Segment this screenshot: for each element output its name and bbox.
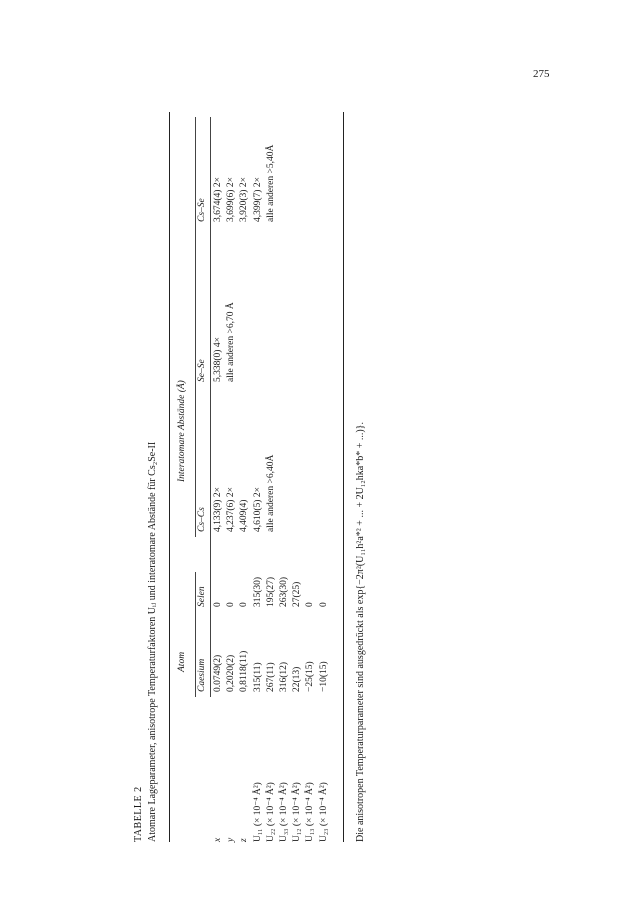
cs-cs-distance: 4,133(9) 2× — [213, 487, 223, 532]
table-footnote: Die anisotropen Temperaturparameter sind ausgedrückt als exp{−2π²(U₁₁h²a*² + ... + 2U₁₂hka*b* + ...)}. — [355, 422, 366, 842]
row-label: x — [213, 837, 223, 842]
header-cs-se: Cs–Se — [197, 198, 207, 222]
row-label: y — [226, 837, 237, 842]
caesium-value: −25(15) — [305, 661, 316, 692]
header-se-se: Se–Se — [197, 359, 207, 382]
cs-cs-distance: 4,409(4) — [239, 499, 250, 532]
row-label: U₃₃ (× 10⁻⁴ Å²) — [279, 782, 289, 842]
selen-value: 0 — [305, 602, 316, 607]
selen-value: 0 — [318, 602, 329, 607]
caesium-value: 315(11) — [252, 662, 263, 692]
distances-header-rule — [195, 117, 196, 537]
atom-header-rule — [195, 572, 196, 697]
cs-se-distance: 4,399(7) 2× — [252, 177, 263, 222]
selen-value: 315(30) — [252, 576, 263, 607]
caesium-value: 0,8118(11) — [239, 650, 250, 692]
caesium-value: 0.0749(2) — [213, 654, 223, 692]
selen-value: 0 — [213, 602, 223, 607]
cs-cs-distance: 4,237(6) 2× — [226, 487, 237, 532]
caesium-value: 22(13) — [292, 666, 303, 692]
caesium-value: 316(12) — [279, 661, 289, 692]
cs-se-distance: 3,674(4) 2× — [213, 177, 223, 222]
column-header-rule — [210, 117, 211, 697]
row-label: z — [239, 838, 250, 842]
table-label: TABELLE 2 — [133, 786, 144, 842]
selen-value: 0 — [226, 602, 237, 607]
row-label: U₂₃ (× 10⁻⁴ Å²) — [318, 782, 329, 842]
selen-value: 27(25) — [292, 581, 303, 607]
caesium-value: 267(11) — [265, 662, 276, 692]
rotated-table-block — [133, 112, 373, 842]
header-atom: Atom — [177, 651, 187, 672]
cs-cs-distance: 4,610(5) 2× — [252, 487, 263, 532]
cs-se-distance: alle anderen >5,40Å — [265, 144, 276, 222]
caesium-value: 0,2020(2) — [226, 654, 237, 692]
table-caption: Atomare Lageparameter, anisotrope Temperaturfaktoren Uᵢⱼ und interatomare Abstände für Cs₂Se-II — [147, 441, 158, 842]
header-cs-cs: Cs–Cs — [197, 507, 207, 532]
selen-value: 195(27) — [265, 576, 276, 607]
page-number: 275 — [533, 68, 550, 80]
cs-cs-distance: alle anderen >6,40Å — [265, 454, 276, 532]
se-se-distance: alle anderen >6,70 Å — [226, 302, 237, 382]
table-bottom-rule — [343, 112, 344, 842]
cs-se-distance: 3,920(3) 2× — [239, 177, 250, 222]
header-selen: Selen — [197, 586, 207, 607]
selen-value: 0 — [239, 602, 250, 607]
caesium-value: −10(15) — [318, 661, 329, 692]
row-label: U₁₃ (× 10⁻⁴ Å²) — [305, 782, 316, 842]
se-se-distance: 5,338(0) 4× — [213, 337, 223, 382]
selen-value: 263(30) — [279, 576, 289, 607]
row-label: U₂₂ (× 10⁻⁴ Å²) — [265, 782, 276, 842]
cs-se-distance: 3,699(6) 2× — [226, 177, 237, 222]
header-distances: Interatomare Abstände (Å) — [177, 380, 187, 482]
row-label: U₁₁ (× 10⁻⁴ Å²) — [252, 782, 263, 842]
row-label: U₁₂ (× 10⁻⁴ Å²) — [292, 782, 303, 842]
table-top-rule — [169, 112, 170, 842]
header-caesium: Caesium — [197, 658, 207, 692]
